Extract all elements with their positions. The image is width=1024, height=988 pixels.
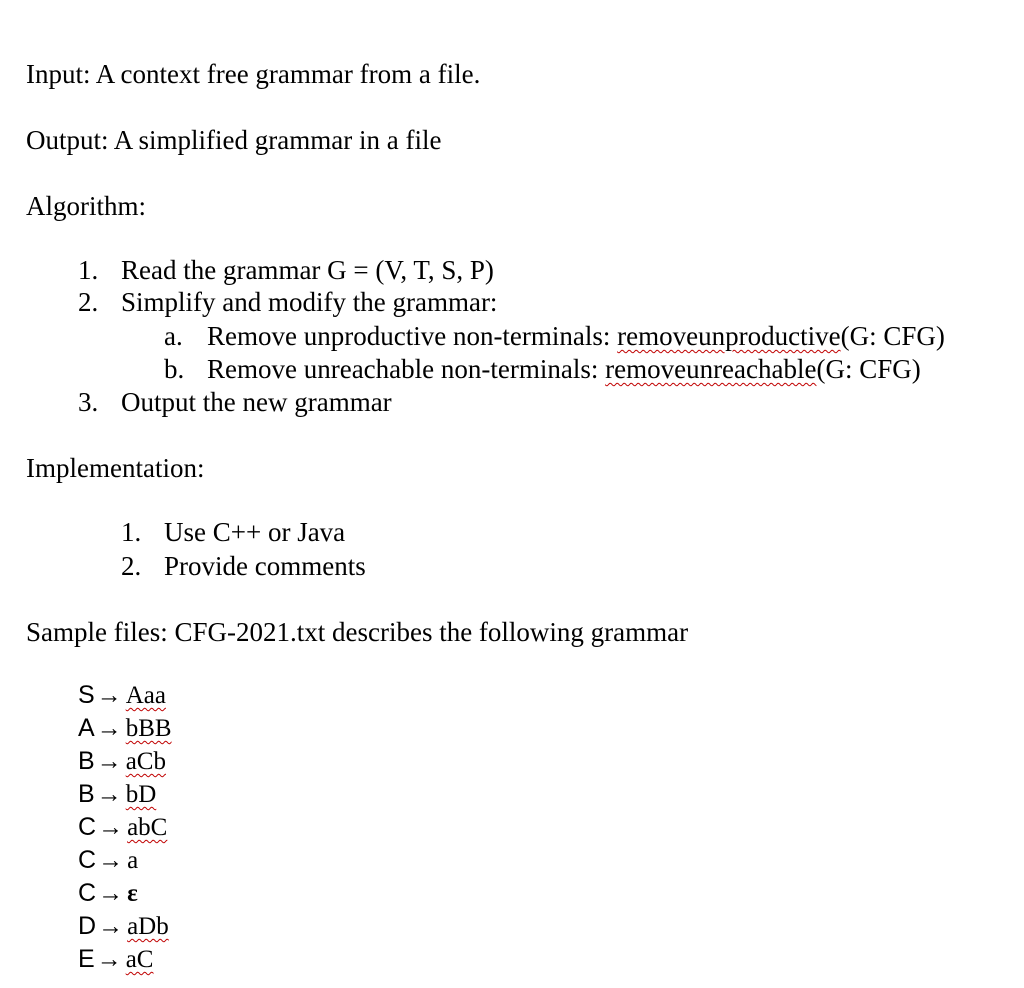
algorithm-substep-number: b.: [164, 354, 185, 384]
arrow-icon: →: [98, 846, 124, 874]
algorithm-step-number: 3.: [78, 387, 99, 417]
algorithm-step-text: Output the new grammar: [121, 387, 392, 417]
algorithm-substep-text: Remove unproductive non-terminals: removeunproductive(G: CFG): [207, 321, 945, 351]
grammar-rule: C→ ε: [78, 879, 138, 907]
grammar-rule: C→ a: [78, 846, 139, 874]
arrow-icon: →: [98, 813, 124, 841]
arrow-icon: →: [96, 780, 122, 808]
arrow-icon: →: [96, 681, 122, 709]
grammar-rule: C→ abC: [78, 813, 168, 841]
grammar-rule: D→ aDb: [78, 912, 169, 940]
function-name: removeunproductive: [617, 321, 841, 351]
arrow-icon: →: [98, 912, 124, 940]
grammar-rule: S→ Aaa: [78, 681, 166, 709]
arrow-icon: →: [96, 714, 122, 742]
algorithm-heading: Algorithm:: [26, 191, 146, 221]
arrow-icon: →: [98, 879, 124, 907]
algorithm-step-text: Simplify and modify the grammar:: [121, 287, 498, 317]
algorithm-step-text: Read the grammar G = (V, T, S, P): [121, 255, 494, 285]
algorithm-step-number: 2.: [78, 287, 99, 317]
implementation-heading: Implementation:: [26, 453, 205, 483]
function-name: removeunreachable: [605, 354, 817, 384]
output-line: Output: A simplified grammar in a file: [26, 125, 442, 155]
algorithm-substep-text: Remove unreachable non-terminals: removeunreachable(G: CFG): [207, 354, 921, 384]
arrow-icon: →: [96, 747, 122, 775]
algorithm-step-number: 1.: [78, 255, 99, 285]
implementation-step-text: Use C++ or Java: [164, 517, 346, 547]
grammar-rule: B→ aCb: [78, 747, 166, 775]
grammar-rule: B→ bD: [78, 780, 157, 808]
implementation-step-number: 2.: [121, 551, 142, 581]
implementation-step-text: Provide comments: [164, 551, 366, 581]
implementation-step-number: 1.: [121, 517, 142, 547]
algorithm-substep-number: a.: [164, 321, 183, 351]
arrow-icon: →: [96, 945, 122, 973]
sample-line: Sample files: CFG-2021.txt describes the following grammar: [26, 617, 689, 647]
input-line: Input: A context free grammar from a file.: [26, 59, 481, 89]
grammar-rule: E→ aC: [78, 945, 154, 973]
grammar-rule: A→ bBB: [78, 714, 172, 742]
